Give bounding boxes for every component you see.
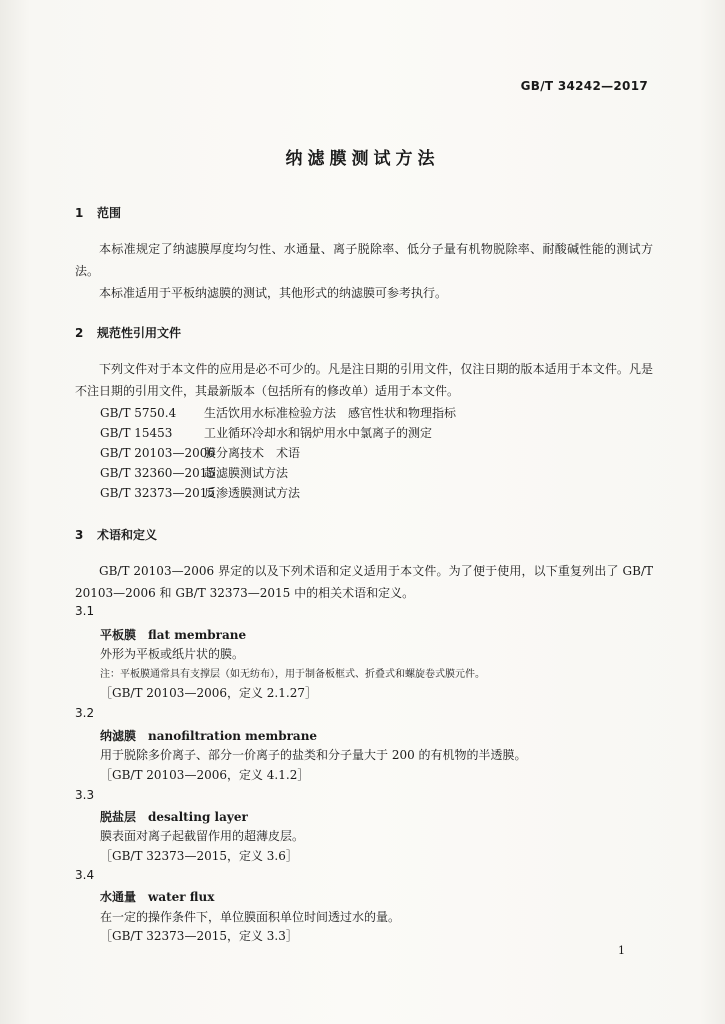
term-number: 3.4 (75, 868, 95, 882)
page-number: 1 (618, 944, 625, 957)
term-note: 注：平板膜通常具有支撑层（如无纺布），用于制备板框式、折叠式和螺旋卷式膜元件。 (100, 669, 485, 680)
reference-code: GB/T 32360—2015 (100, 466, 215, 480)
reference-item (100, 404, 456, 421)
document-title: 纳滤膜测试方法 (285, 149, 440, 169)
term-chinese: 纳滤膜 (100, 729, 137, 743)
section-2-paragraph: 下列文件对于本文件的应用是必不可少的。凡是注日期的引用文件，仅注日期的版本适用于本文件。凡是不注日期的引用文件，其最新版本（包括所有的修改单）适用于本文件。 (75, 362, 653, 398)
term-source: ［GB/T 32373—2015，定义 3.6］ (100, 849, 298, 863)
section-2-number: 2 (75, 326, 84, 340)
reference-title: 反渗透膜测试方法 (204, 486, 301, 500)
reference-code: GB/T 15453 (100, 426, 173, 440)
reference-item (100, 424, 432, 441)
term-english: water flux (148, 890, 215, 904)
section-1-heading (75, 204, 121, 221)
term-definition: 膜表面对离子起截留作用的超薄皮层。 (100, 829, 305, 843)
term-chinese: 水通量 (100, 890, 137, 904)
section-3-heading (75, 526, 157, 543)
term-english: nanofiltration membrane (148, 729, 318, 743)
term-number: 3.3 (75, 788, 95, 802)
reference-title: 生活饮用水标准检验方法 感官性状和物理指标 (204, 406, 457, 420)
section-2-title: 规范性引用文件 (97, 326, 182, 340)
term-number: 3.2 (75, 706, 95, 720)
term-definition: 外形为平板或纸片状的膜。 (100, 647, 245, 661)
section-1-paragraph-2: 本标准适用于平板纳滤膜的测试，其他形式的纳滤膜可参考执行。 (99, 286, 448, 300)
reference-code: GB/T 20103—2006 (100, 446, 215, 460)
term-chinese: 脱盐层 (100, 810, 137, 824)
term-heading (100, 626, 246, 643)
term-heading (100, 808, 248, 825)
section-1-number: 1 (75, 206, 84, 220)
section-1-paragraph-1: 本标准规定了纳滤膜厚度均匀性、水通量、离子脱除率、低分子量有机物脱除率、耐酸碱性能的测试方法。 (75, 242, 653, 278)
term-source: ［GB/T 20103—2006，定义 4.1.2］ (100, 768, 310, 782)
section-1-title: 范围 (97, 206, 122, 220)
term-source: ［GB/T 20103—2006，定义 2.1.27］ (100, 686, 317, 700)
reference-item (100, 484, 300, 501)
term-heading (100, 888, 214, 905)
standard-code: GB/T 34242—2017 (520, 79, 648, 93)
section-3-number: 3 (75, 528, 84, 542)
section-3-paragraph: GB/T 20103—2006 界定的以及下列术语和定义适用于本文件。为了便于使用，以下重复列出了 GB/T 20103—2006 和 GB/T 32373—2015 中的相关术语和定义。 (75, 564, 653, 600)
term-chinese: 平板膜 (100, 628, 137, 642)
reference-title: 超滤膜测试方法 (204, 466, 289, 480)
reference-code: GB/T 5750.4 (100, 406, 177, 420)
term-english: flat membrane (148, 628, 247, 642)
term-number: 3.1 (75, 604, 95, 618)
reference-code: GB/T 32373—2015 (100, 486, 215, 500)
reference-item (100, 444, 300, 461)
reference-title: 膜分离技术 术语 (204, 446, 301, 460)
term-definition: 在一定的操作条件下，单位膜面积单位时间透过水的量。 (100, 910, 401, 924)
term-english: desalting layer (148, 810, 248, 824)
section-3-title: 术语和定义 (97, 528, 158, 542)
term-heading (100, 727, 317, 744)
reference-item (100, 464, 288, 481)
term-definition: 用于脱除多价离子、部分一价离子的盐类和分子量大于 200 的有机物的半透膜。 (100, 748, 527, 762)
term-source: ［GB/T 32373—2015，定义 3.3］ (100, 929, 298, 943)
reference-title: 工业循环冷却水和锅炉用水中氯离子的测定 (204, 426, 433, 440)
section-2-heading (75, 324, 181, 341)
